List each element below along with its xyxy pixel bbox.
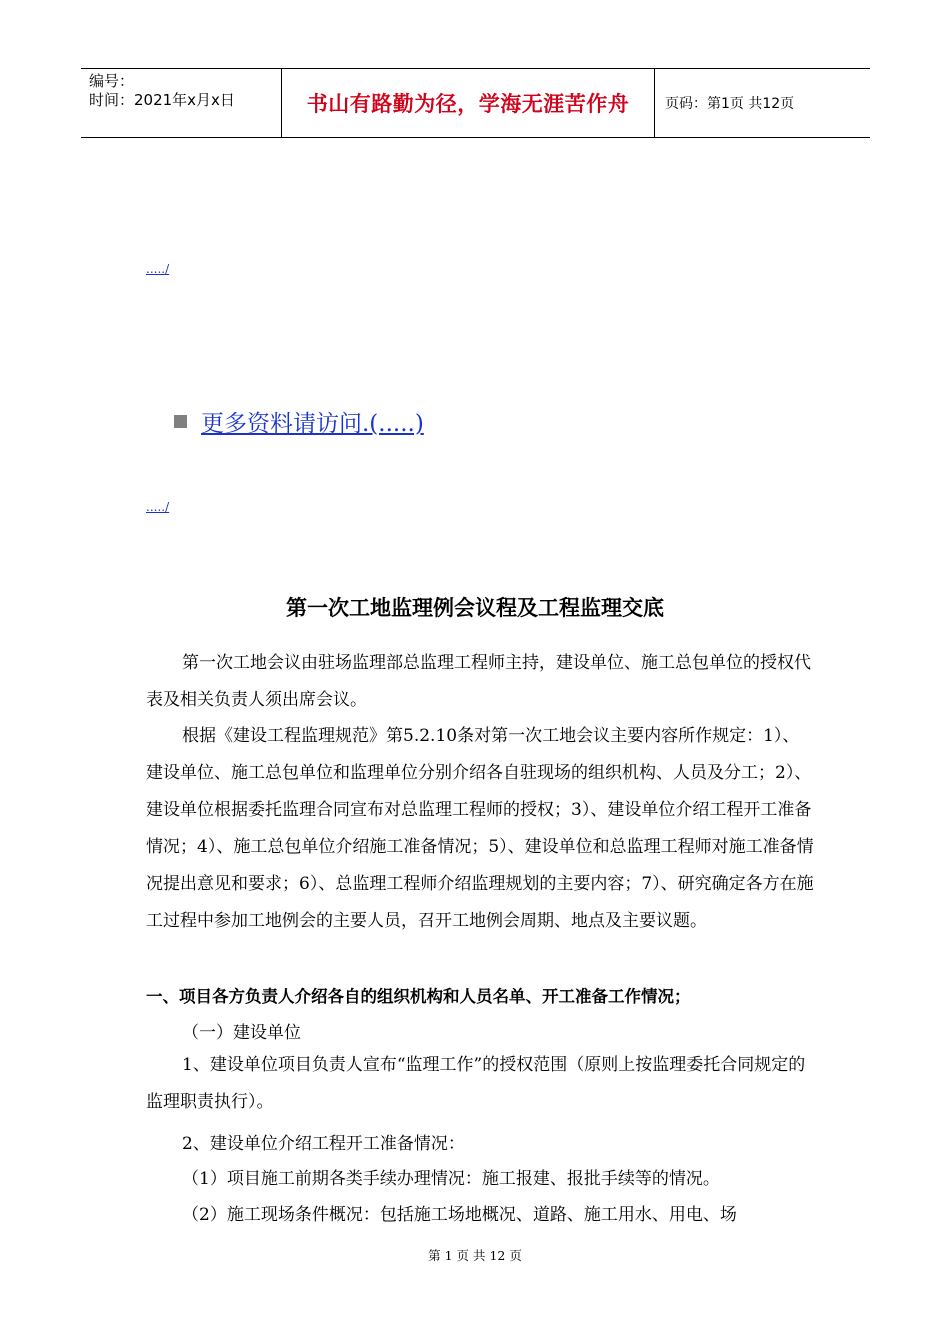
time-label: 时间：2021年x月x日 — [89, 91, 235, 109]
page-footer: 第 1 页 共 12 页 — [428, 1248, 522, 1263]
item-2-2: （2）施工现场条件概况：包括施工场地概况、道路、施工用水、用电、场 — [182, 1205, 737, 1225]
header-motto: 书山有路勤为径，学海无涯苦作舟 — [282, 69, 655, 137]
paragraph-regulation: 根据《建设工程监理规范》第5.2.10条对第一次工地会议主要内容所作规定：1）、建设单位、施工总包单位和监理单位分别介绍各自驻现场的组织机构、人员及分工；2）、建设单位根据委托监理合同宣布对总监理工程师的授权；3）、建设单位介绍工程开工准备情况；4）、施工总包单位介绍施工准备情况；5）、建设单位和总监理工程师对施工准备情况提出意见和要求；6）、总监理工程师介绍监理规划的主要内容；7）、研究确定各方在施工过程中参加工地例会的主要人员，召开工地例会周期、地点及主要议题。 — [146, 726, 814, 931]
bullet-square-icon — [174, 415, 187, 428]
dots-link-bottom[interactable]: ...../ — [146, 500, 170, 514]
more-resources-text[interactable]: 更多资料请访问.(.....) — [201, 411, 424, 437]
number-label: 编号： — [89, 72, 135, 90]
item-2-1: （1）项目施工前期各类手续办理情况：施工报建、报批手续等的情况。 — [182, 1169, 720, 1189]
subsection-client: （一）建设单位 — [182, 1023, 301, 1043]
section-heading-1: 一、项目各方负责人介绍各自的组织机构和人员名单、开工准备工作情况； — [146, 987, 691, 1006]
header-page-info: 页码：第1页 共12页 — [665, 96, 795, 112]
paragraph-intro: 第一次工地会议由驻场监理部总监理工程师主持，建设单位、施工总包单位的授权代表及相关负责人须出席会议。 — [146, 653, 811, 710]
item-2: 2、建设单位介绍工程开工准备情况： — [182, 1134, 465, 1154]
item-1: 1、建设单位项目负责人宣布“监理工作”的授权范围（原则上按监理委托合同规定的监理职责执行）。 — [146, 1055, 806, 1112]
more-resources-link[interactable] — [174, 405, 424, 438]
dots-link-top[interactable]: ...../ — [146, 262, 170, 276]
document-title: 第一次工地监理例会议程及工程监理交底 — [286, 596, 664, 620]
header-table — [81, 68, 870, 138]
header-meta — [81, 69, 282, 137]
